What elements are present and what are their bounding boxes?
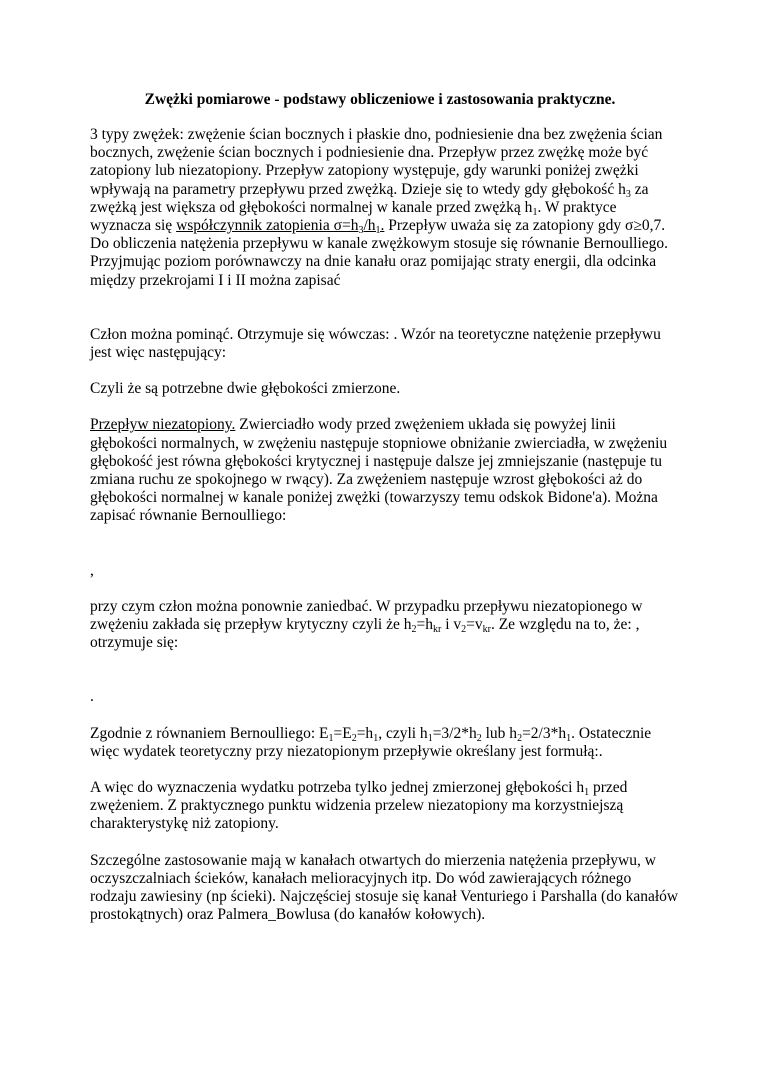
paragraph-single-depth: A więc do wyznaczenia wydatku potrzeba tylko jednej zmierzonej głębokości $h_1$ przed zwężeniem. Z praktycznego punktu widzenia przelew niezatopiony ma korzystniejszą charakterystykę niż zatopiony. bbox=[90, 779, 628, 833]
paragraph-bernoulli: Zgodnie z równaniem Bernoulliego: $E_1=E_2=h_1$, czyli $h_1=3/2*h_2$ lub $h_2=2/3*h_1$. Ostatecznie więc wydatek teoretyczny przy niezatopionym przepływie określany jest formułą:. bbox=[90, 724, 652, 760]
paragraph-free-flow: Przepływ niezatopiony. Zwierciadło wody przed zwężeniem układa się powyżej linii głębokości normalnych, w zwężeniu następuje stopniowe obniżanie zwierciadła, w zwężeniu głębokość jest równa głębokości krytycznej i następuje dalsze jej zmniejszanie (następuje tu zmiana ruchu ze spokojnego w rwący). Za zwężeniem następuje wzrost głębokości aż do głębokości normalnej w kanale poniżej zwężki (towarzyszy temu odskok Bidone'a). Można zapisać równanie Bernoulliego: bbox=[90, 416, 668, 525]
paragraph-applications: Szczególne zastosowanie mają w kanałach otwartych do mierzenia natężenia przepływu, w oczyszczalniach ścieków, kanałach melioracyjnych itp. Do wód zawierających różnego rodzaju zawiesiny (np ścieki). Najczęściej stosuje się kanał Venturiego i Parshalla (do kanałów prostokątnych) oraz Palmera_Bowlusa (do kanałów kołowych). bbox=[90, 851, 679, 924]
free-flow-heading: Przepływ niezatopiony. bbox=[90, 416, 236, 434]
document-body bbox=[90, 126, 680, 943]
paragraph-period: . bbox=[90, 688, 94, 706]
paragraph-two-depths: Czyli że są potrzebne dwie głębokości zmierzone. bbox=[90, 380, 401, 398]
document-title: Zwężki pomiarowe - podstawy obliczeniowe i zastosowania praktyczne. bbox=[144, 91, 616, 108]
paragraph-term-omitted: Człon można pominąć. Otrzymuje się wówczas: . Wzór na teoretyczne natężenie przepływu jest więc następujący: bbox=[90, 325, 661, 362]
submergence-coefficient: współczynnik zatopienia $\sigma=h_3/h_1$. bbox=[176, 217, 385, 237]
paragraph-critical-flow: przy czym człon można ponownie zaniedbać. W przypadku przepływu niezatopionego w zwężeniu zakłada się przepływ krytyczny czyli że $h_2=h_{kr}$ i $v_2=v_{kr}$. Ze względu na to, że: , otrzymuje się: bbox=[90, 597, 643, 652]
paragraph-comma: , bbox=[90, 561, 94, 579]
paragraph-types-of-flumes: 3 typy zwężek: zwężenie ścian bocznych i płaskie dno, podniesienie dna bez zwężenia ścian bocznych, zwężenie ścian bocznych i podniesienie dna. Przepływ przez zwężkę może być zatopiony lub niezatopiony. Przepływ zatopiony występuje, gdy warunki poniżej zwężki wpływają na parametry przepływu przed zwężką. Dzieje się to wtedy gdy głębokość $h_3$ za zwężką jest większa od głębokości normalnej w kanale przed zwężką $h_1$. W praktyce wyznacza się współczynnik zatopienia $\sigma=h_3/h_1$. Przepływ uważa się za zatopiony gdy σ≥0,7. Do obliczenia natężenia przepływu w kanale zwężkowym stosuje się równanie Bernoulliego. Przyjmując poziom porównawczy na dnie kanału oraz pomijając straty energii, dla odcinka między przekrojami I i II można zapisać bbox=[90, 126, 669, 289]
